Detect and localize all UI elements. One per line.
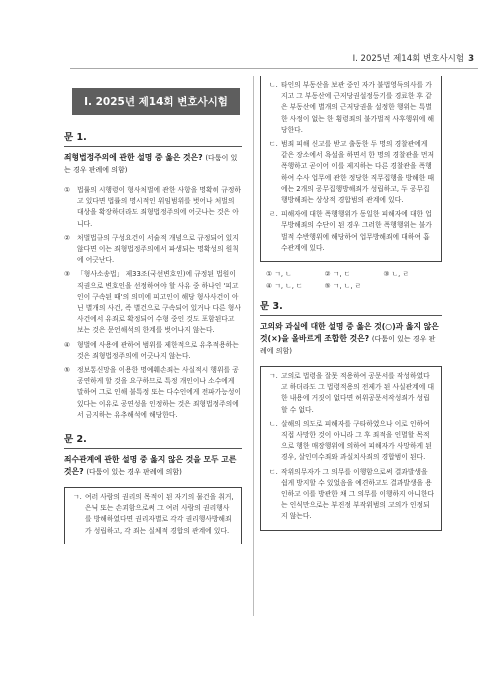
q3-sub: (다툼이 있는 경우 판례에 의함) — [260, 335, 436, 356]
running-header — [353, 52, 474, 64]
section-title: Ⅰ. 2025년 제14회 변호사시험 — [72, 88, 240, 115]
q1-option — [64, 185, 242, 230]
option-text: 처벌법규의 구성요건이 서술적 개념으로 규정되어 있지 않다면 이는 죄형법정주의에서 파생되는 명확성의 원칙에 어긋난다. — [77, 233, 239, 265]
q2-choices — [266, 268, 442, 292]
item-text: 작위의무자가 그 의무를 이행함으로써 결과발생을 쉽게 방지할 수 있었음을 예견하고도 결과발생을 용인하고 이를 방관한 채 그 의무를 이행하지 아니한다는 인식만으로는 부진정 부작위범의 고의가 인정되지 않는다. — [281, 467, 435, 521]
item-mark: ㄷ. — [269, 140, 278, 149]
option-mark: ② — [64, 233, 71, 242]
q1-text: 죄형법정주의에 관한 설명 중 옳은 것은? — [64, 153, 203, 162]
page-number: 3 — [468, 54, 474, 64]
q2-choice: ① ㄱ, ㄴ — [266, 270, 292, 279]
item-mark: ㄴ. — [269, 419, 278, 428]
item-text: 피해자에 대한 폭행행위가 동일한 피해자에 대한 업무방해죄의 수단이 된 경우 그러한 폭행행위는 불가벌적 수반행위에 해당하여 업무방해죄에 대하여 흡수관계에 있다. — [281, 210, 432, 252]
item-text: 여러 사람의 권리의 목적이 된 자기의 물건을 취거, 은닉 또는 손괴함으로써 그 여러 사람의 권리행사를 방해하였다면 권리자별로 각각 권리행사방해죄가 성립하고, 각 죄는 실체적 경합의 관계에 있다. — [85, 493, 234, 535]
option-mark: ③ — [64, 270, 71, 279]
q2-number: 문 2. — [64, 434, 87, 446]
q2-box-part2 — [260, 76, 442, 262]
q2-choice: ④ ㄱ, ㄴ, ㄷ — [266, 282, 303, 291]
item-mark: ㄷ. — [269, 467, 278, 476]
q2-item — [269, 209, 435, 254]
q2-box-part1 — [64, 487, 242, 544]
q1-question — [64, 152, 242, 176]
q3-item — [269, 419, 435, 464]
item-mark: ㄹ. — [269, 210, 278, 219]
q2-choice: ③ ㄴ, ㄹ — [383, 270, 410, 279]
q1-option — [64, 340, 242, 362]
q1-option — [64, 269, 242, 336]
q3-item — [269, 467, 435, 523]
item-text: 살해의 의도로 피해자를 구타하였으나 이로 인하여 직접 사망한 것이 아니라 그 후 죄적을 인멸할 목적으로 행한 매장행위에 의하여 피해자가 사망하게 된 경우, 살인미수죄와 과실치사죄의 경합범이 된다. — [281, 419, 432, 462]
q1-option — [64, 365, 242, 421]
column-divider — [253, 76, 254, 616]
header-section: Ⅰ. 2025년 제14회 변호사시험 — [352, 54, 465, 64]
q3-question — [260, 321, 442, 357]
q1-rule — [64, 146, 242, 147]
q2-item — [269, 139, 435, 206]
option-mark: ⑤ — [64, 366, 71, 375]
left-column — [64, 80, 242, 544]
option-text: 법률의 시행령이 형사처벌에 관한 사항을 명확히 규정하고 있다면 법률의 명시적인 위임범위를 벗어나 처벌의 대상을 확장하더라도 죄형법정주의에 어긋나는 것은 아니다. — [77, 186, 241, 228]
right-column — [260, 76, 442, 531]
q2-sub: (다툼이 있는 경우 판례에 의함) — [86, 468, 182, 477]
q1-number: 문 1. — [64, 132, 87, 143]
item-text: 타인의 부동산을 보관 중인 자가 불법영득의사를 가지고 그 부동산에 근저당권설정등기를 경료한 후 같은 부동산에 별개의 근저당권을 설정한 행위는 특별한 사정이 없는 한 횡령죄의 불가벌적 사후행위에 해당한다. — [281, 81, 435, 134]
q2-rule — [64, 448, 242, 449]
item-text: 범죄 피해 신고를 받고 출동한 두 명의 경찰관에게 같은 장소에서 욕설을 하면서 한 명의 경찰관을 먼저 폭행하고 곧이어 이를 제지하는 다른 경찰관을 폭행하여 수사 업무에 관한 정당한 직무집행을 방해한 때에는 2개의 공무집행방해죄가 성립하고, 두 공무집행방해죄는 상상적 경합범의 관계에 있다. — [281, 140, 435, 205]
q2-item — [73, 492, 235, 537]
option-mark: ① — [64, 186, 71, 194]
item-mark: ㄴ. — [269, 81, 278, 89]
option-text: 「형사소송법」 제33조(국선변호인)에 규정된 법원이 직권으로 변호인을 선정하여야 할 사유 중 하나인 '피고인이 구속된 때'의 의미에 피고인이 해당 형사사건이 아닌 별개의 사건, 즉 별건으로 구속되어 있거나 다른 형사사건에서 유죄로 확정되어 수형 중인 것도 포함된다고 보는 것은 문언해석의 한계를 벗어나지 않는다. — [77, 270, 241, 335]
q3-box — [260, 366, 442, 531]
q3-item — [269, 371, 435, 416]
q2-text: 죄수관계에 관한 설명 중 옳지 않은 것을 모두 고른 것은? — [64, 455, 237, 477]
q3-rule — [260, 315, 442, 316]
q2-question — [64, 454, 242, 478]
q2-choice: ⑤ ㄱ, ㄴ, ㄹ — [324, 282, 362, 291]
header-rule — [70, 68, 478, 69]
option-text: 형벌에 사용에 관하여 범위를 제한적으로 유추적용하는 것은 죄형법정주의에 어긋나지 않는다. — [77, 340, 239, 360]
option-text: 정보통신망을 이용한 명예훼손죄는 사실적시 행위를 공공연하게 할 것을 요구하므로 특정 개인이나 소수에게 말하여 그로 인해 불특정 또는 다수인에게 전파가능성이 있다는 이유로 공연성을 인정하는 것은 죄형법정주의에서 금지하는 유추해석에 해당한다. — [77, 366, 241, 419]
q3-number: 문 3. — [260, 301, 283, 313]
q3-text: 고의와 과실에 대한 설명 중 옳은 것(○)과 옳지 않은 것(×)을 올바르게 조합한 것은? — [260, 322, 439, 344]
item-text: 고의로 법령을 잘못 적용하여 공문서를 작성하였다고 하더라도 그 법령적용의 전제가 된 사실관계에 대한 내용에 거짓이 없다면 허위공문서작성죄가 성립할 수 없다. — [281, 372, 435, 414]
q1-sub: (다툼이 있는 경우 판례에 의함) — [64, 154, 238, 174]
option-mark: ④ — [64, 340, 71, 349]
item-mark: ㄱ. — [73, 493, 82, 502]
item-mark: ㄱ. — [269, 372, 278, 381]
q1-option — [64, 233, 242, 267]
q2-choice: ② ㄱ, ㄷ — [324, 270, 351, 279]
q2-item — [269, 80, 435, 136]
